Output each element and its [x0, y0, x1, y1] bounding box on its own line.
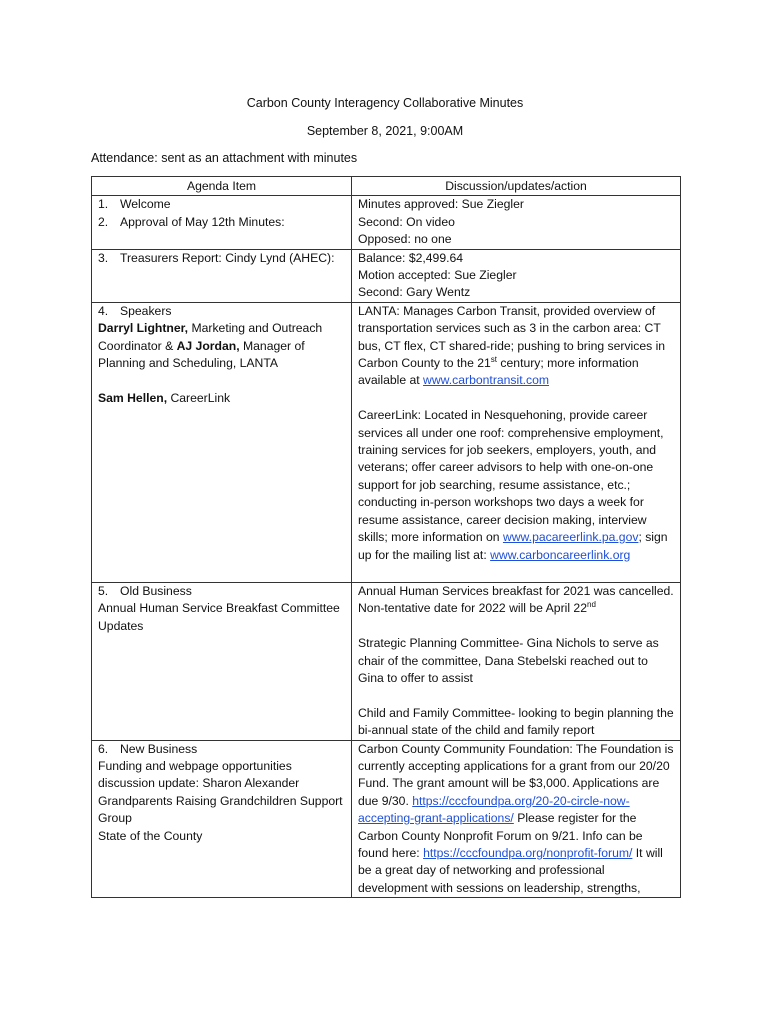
item-number: 6.: [98, 741, 109, 756]
table-row: [92, 582, 681, 740]
table-row: [92, 196, 681, 249]
breakfast-paragraph: Annual Human Services breakfast for 2021 was cancelled. Non-tentative date for 2022 will be April 22nd: [358, 583, 674, 616]
agenda-item-cell: [92, 196, 352, 249]
item-label: Old Business: [120, 583, 192, 598]
speaker-name: AJ Jordan,: [176, 338, 240, 353]
agenda-item-cell: [92, 302, 352, 582]
action-line: Motion accepted: Sue Ziegler: [358, 268, 517, 283]
agenda-item-cell: [92, 740, 352, 898]
speaker-name: Darryl Lightner,: [98, 321, 189, 336]
lanta-paragraph: LANTA: Manages Carbon Transit, provided overview of transportation services such as 3 in the carbon area: CT bus, CT flex, CT shared-ride; pushing to bring services in Carbon County to the 21st century; more information available at www.carbontransit.com: [358, 303, 666, 388]
item-sublabel: Annual Human Service Breakfast Committee Updates: [98, 601, 340, 633]
speaker-role: Marketing and Outreach Coordinator &: [98, 321, 323, 353]
table-row: [92, 740, 681, 898]
action-line: Opposed: no one: [358, 232, 452, 247]
agenda-item-cell: [92, 582, 352, 740]
discussion-cell: [352, 740, 681, 898]
table-row: [92, 249, 681, 302]
speaker-role: Manager of Planning and Scheduling, LANTA: [98, 338, 305, 371]
item-label: Welcome: [120, 197, 171, 212]
action-line: Balance: $2,499.64: [358, 250, 464, 265]
action-line: Second: Gary Wentz: [358, 285, 471, 300]
item-number: 4.: [98, 303, 109, 318]
carbontransit-link[interactable]: www.carbontransit.com: [423, 373, 550, 388]
carboncareerlink-link[interactable]: www.carboncareerlink.org: [490, 547, 631, 562]
item-sublabel: Grandparents Raising Grandchildren Support Group: [98, 793, 343, 826]
item-label: Treasurers Report: Cindy Lynd (AHEC):: [120, 250, 335, 265]
item-number: 5.: [98, 583, 109, 598]
meeting-date: September 8, 2021, 9:00AM: [306, 124, 464, 138]
action-line: Minutes approved: Sue Ziegler: [358, 197, 524, 212]
action-line: Second: On video: [358, 214, 455, 229]
speaker-entry: [98, 390, 345, 407]
careerlink-paragraph: CareerLink: Located in Nesquehoning, provide career services all under one roof: comprehensive employment, training services for job seekers, employers, youth, and veterans; offer career advisors to help with one-on-one support for job searching, resume assistance, etc.; conducting in-person workshops two days a week for resume assistance, career decision making, interview skills; more information on www.pacareerlink.pa.gov; sign up for the mailing list at: www.carboncareerlink.org: [358, 408, 668, 562]
item-sublabel: State of the County: [98, 828, 203, 843]
item-label: Speakers: [120, 303, 172, 318]
speaker-org: CareerLink: [167, 390, 231, 405]
speaker-entry: [98, 320, 345, 372]
discussion-cell: [352, 582, 681, 740]
pacareerlink-link[interactable]: www.pacareerlink.pa.gov: [502, 530, 639, 545]
item-number: 3.: [98, 250, 109, 265]
discussion-cell: [352, 302, 681, 582]
attendance-note: Attendance: sent as an attachment with minutes: [91, 151, 358, 165]
item-sublabel: Funding and webpage opportunities discussion update: Sharon Alexander: [98, 758, 300, 791]
table-row: [92, 302, 681, 582]
foundation-paragraph: Carbon County Community Foundation: The Foundation is currently accepting applications for a grant from our 20/20 Fund. The grant amount will be $3,000. Applications are due 9/30. https://cccfoundpa.org/20-20-circle-now-accepting-grant-applications/ Please register for the Carbon County Nonprofit Forum on 9/21. Info can be found here: https://cccfoundpa.org/nonprofit-forum/ It will be a great day of networking and professional development with sessions on leadership, strengths,: [358, 741, 674, 895]
document-title: Carbon County Interagency Collaborative Minutes: [246, 96, 524, 110]
discussion-cell: [352, 196, 681, 249]
item-number: 1.: [98, 197, 109, 212]
item-label: Approval of May 12th Minutes:: [120, 214, 285, 229]
item-number: 2.: [98, 214, 109, 229]
strategic-planning-paragraph: Strategic Planning Committee- Gina Nichols to serve as chair of the committee, Dana Stebelski reached out to Gina to offer to assist: [358, 636, 659, 685]
grant-applications-link[interactable]: https://cccfoundpa.org/20-20-circle-now-accepting-grant-applications/: [358, 793, 630, 826]
child-family-paragraph: Child and Family Committee- looking to begin planning the bi-annual state of the child and family report: [358, 705, 674, 738]
table-header-row: [92, 177, 681, 196]
column-header-agenda-item: Agenda Item: [92, 177, 352, 196]
column-header-discussion: Discussion/updates/action: [352, 177, 681, 196]
discussion-cell: [352, 249, 681, 302]
agenda-table: [91, 176, 681, 898]
item-label: New Business: [120, 741, 198, 756]
speaker-name: Sam Hellen,: [98, 390, 168, 405]
nonprofit-forum-link[interactable]: https://cccfoundpa.org/nonprofit-forum/: [423, 845, 633, 860]
agenda-item-cell: [92, 249, 352, 302]
